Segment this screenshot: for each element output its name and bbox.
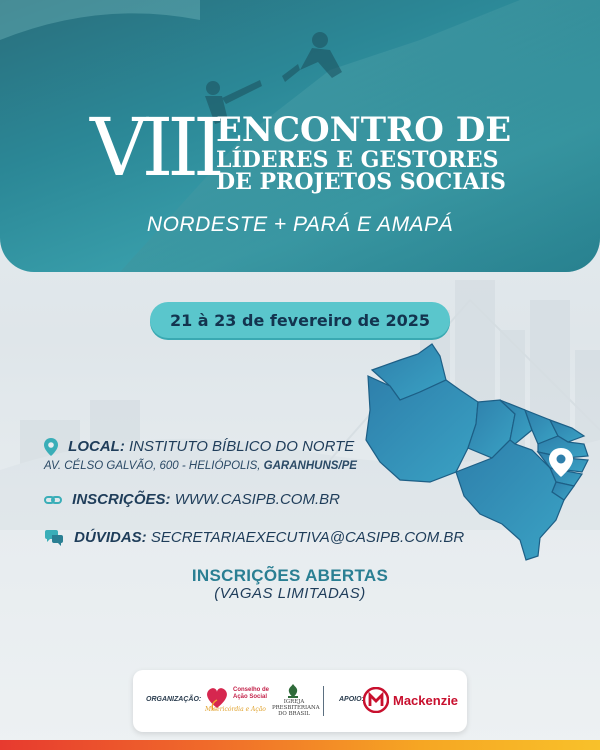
registration-row (44, 491, 340, 508)
title-line-2: LÍDERES E GESTORES (216, 147, 499, 173)
registration-url[interactable]: WWW.CASIPB.COM.BR (174, 491, 340, 508)
questions-email[interactable]: SECRETARIAEXECUTIVA@CASIPB.COM.BR (150, 529, 465, 546)
local-value: INSTITUTO BÍBLICO DO NORTE (129, 438, 355, 455)
mackenzie-logo-icon (363, 687, 389, 713)
edition-numeral: VIII (90, 101, 219, 194)
organization-label: ORGANIZAÇÃO: (146, 696, 202, 703)
link-icon (44, 493, 62, 507)
date-text: 21 à 23 de fevereiro de 2025 (169, 310, 431, 330)
footer-divider (323, 686, 324, 716)
ipb-burning-bush-icon (285, 684, 301, 698)
cas-logo-script: Misericórdia e Ação (205, 706, 266, 713)
status-headline: INSCRIÇÕES ABERTAS (191, 566, 389, 585)
bottom-color-stripe (0, 740, 600, 750)
date-badge (150, 302, 450, 338)
hero-banner (0, 0, 600, 272)
questions-label: DÚVIDAS: (74, 529, 147, 546)
sponsors-footer (133, 670, 467, 732)
title-line-3: DE PROJETOS SOCIAIS (216, 169, 506, 195)
address-city: GARANHUNS/PE (263, 460, 357, 472)
chat-icon (44, 530, 64, 546)
address-text: AV. CÉLSO GALVÃO, 600 - HELIÓPOLIS, (44, 460, 261, 472)
sponsor-name: Mackenzie (393, 693, 459, 708)
address-row (44, 460, 357, 472)
map-pin-icon (44, 438, 58, 456)
region-subtitle: NORDESTE + PARÁ E AMAPÁ (146, 213, 454, 236)
event-title (90, 101, 530, 196)
local-label: LOCAL: (68, 438, 125, 455)
registration-label: INSCRIÇÕES: (72, 491, 171, 508)
title-line-1: ENCONTRO DE (216, 110, 512, 150)
support-label: APOIO: (339, 696, 364, 703)
questions-row (44, 529, 464, 546)
status-note: (VAGAS LIMITADAS) (214, 585, 366, 602)
cas-logo-text: Conselho de Ação Social (233, 687, 270, 700)
registration-status (0, 566, 580, 602)
local-row (44, 438, 354, 456)
ipb-logo-text: IGREJA PRESBITERIANA DO BRASIL (272, 699, 320, 717)
